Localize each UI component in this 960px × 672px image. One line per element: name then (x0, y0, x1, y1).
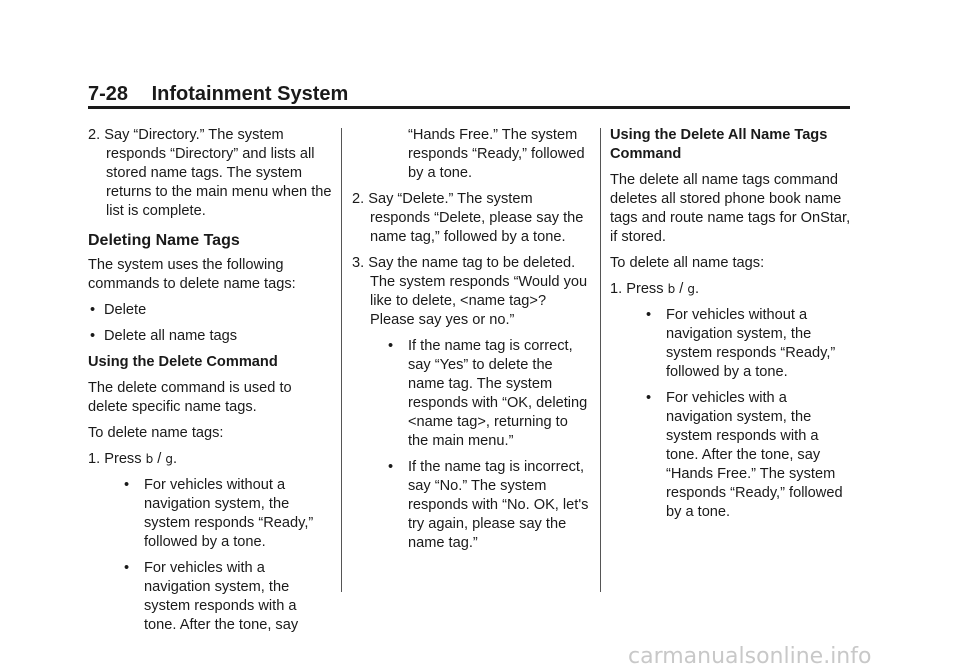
column-1 (88, 126, 332, 642)
bullet-icon: • (388, 459, 394, 475)
bullet-icon: • (388, 338, 394, 354)
bullet-text: If the name tag is incorrect, say “No.” The system responds with “No. OK, let's try again, please say the name tag.” (408, 459, 589, 551)
bullet-text: For vehicles with a navigation system, the system responds with a tone. After the tone, say (144, 560, 299, 633)
list-item (124, 476, 332, 552)
separator: / (675, 281, 688, 297)
bullet-text: For vehicles without a navigation system, the system responds “Ready,” followed by a tone. (666, 307, 836, 380)
phone-button-icon: b (145, 452, 154, 466)
column-3 (610, 126, 854, 529)
delete-description: The delete command is used to delete specific name tags. (88, 380, 292, 415)
step-label: 1. Press (610, 281, 668, 297)
continued-text (388, 126, 590, 183)
list-item (88, 301, 332, 320)
period: . (695, 281, 700, 297)
list-item (388, 337, 590, 451)
list-item (646, 306, 854, 382)
step-label: 1. Press (88, 451, 146, 467)
list-item (88, 327, 332, 346)
delete-all-description: The delete all name tags command deletes all stored phone book name tags and route name tags for OnStar, if stored. (610, 172, 851, 245)
bullet-text: Delete all name tags (104, 328, 238, 344)
to-delete-text: To delete name tags: (88, 425, 224, 441)
bullet-icon: • (646, 390, 652, 406)
voice-button-icon: g (165, 452, 174, 466)
bullet-text: For vehicles with a navigation system, the system responds with a tone. After the tone, say “Hands Free.” The system responds “Ready,” followed by a tone. (666, 390, 843, 520)
period: . (173, 451, 178, 467)
bullet-icon: • (646, 307, 652, 323)
section-title: Infotainment System (151, 83, 349, 105)
step-1-press (610, 280, 854, 299)
bullet-text: If the name tag is correct, say “Yes” to delete the name tag. The system responds with “OK, deleting <name tag>, returning to the main menu.” (408, 338, 588, 449)
bullet-text: Delete (104, 302, 147, 318)
bullet-icon: • (90, 302, 96, 318)
column-divider-1 (341, 128, 342, 592)
step-1-press (88, 450, 332, 469)
heading-delete-all-command: Using the Delete All Name Tags Command (610, 127, 828, 162)
step-2-delete: 2. Say “Delete.” The system responds “Delete, please say the name tag,” followed by a tone. (352, 191, 584, 245)
phone-button-icon: b (667, 282, 676, 296)
separator: / (153, 451, 166, 467)
bullet-text: For vehicles without a navigation system, the system responds “Ready,” followed by a tone. (144, 477, 314, 550)
heading-deleting-name-tags: Deleting Name Tags (88, 232, 240, 249)
bullet-icon: • (124, 560, 130, 576)
list-item (388, 458, 590, 553)
step-3-say-name-tag: 3. Say the name tag to be deleted. The system responds “Would you like to delete, <name tag>? Please say yes or no.” (352, 255, 588, 328)
step-2-directory: 2. Say “Directory.” The system responds “Directory” and lists all stored name tags. The system returns to the main menu when the list is complete. (88, 127, 332, 219)
column-divider-2 (600, 128, 601, 592)
voice-button-icon: g (687, 282, 696, 296)
watermark: carmanualsonline.info (628, 644, 872, 669)
bullet-icon: • (124, 477, 130, 493)
to-delete-all-text: To delete all name tags: (610, 255, 765, 271)
header-rule (88, 106, 850, 109)
heading-delete-command: Using the Delete Command (88, 354, 278, 370)
page-header (88, 80, 850, 108)
intro-text: The system uses the following commands to delete name tags: (88, 257, 296, 292)
list-item (124, 559, 332, 635)
bullet-text: “Hands Free.” The system responds “Ready,” followed by a tone. (408, 127, 585, 181)
bullet-icon: • (90, 328, 96, 344)
list-item (646, 389, 854, 522)
page-number: 7-28 (88, 83, 129, 105)
column-2 (352, 126, 590, 560)
